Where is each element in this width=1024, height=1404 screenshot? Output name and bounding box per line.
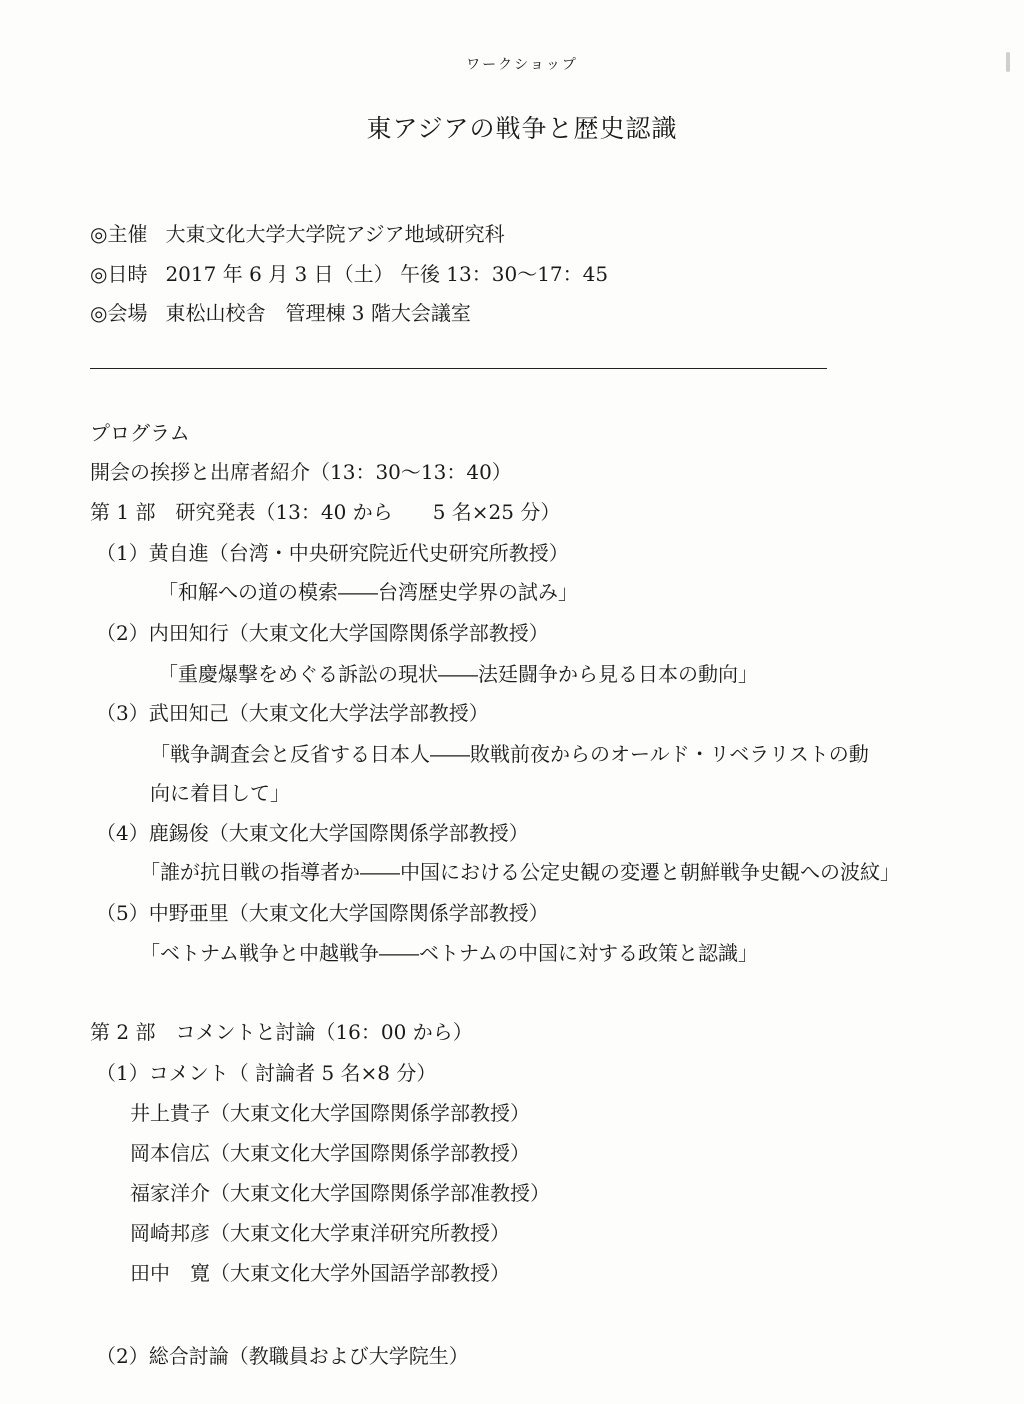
organizer-value: 大東文化大学大学院アジア地域研究科 <box>165 222 505 246</box>
presentation-title: 「重慶爆撃をめぐる訴訟の現状――法廷闘争から見る日本の動向」 <box>158 662 758 686</box>
info-datetime <box>90 264 608 284</box>
document-title: 東アジアの戦争と歴史認識 <box>366 114 678 143</box>
presentation-speaker: （2）内田知行（大東文化大学国際関係学部教授） <box>96 621 549 645</box>
commentator: 福家洋介（大東文化大学国際関係学部准教授） <box>130 1181 550 1205</box>
venue-label: ◎会場 <box>90 301 148 325</box>
venue-value: 東松山校舎 管理棟 3 階大会議室 <box>165 301 471 325</box>
presentation-speaker: （3）武田知己（大東文化大学法学部教授） <box>96 701 489 725</box>
part2-heading: 第 2 部 コメントと討論（16：00 から） <box>90 1020 473 1044</box>
program-heading: プログラム <box>90 421 190 445</box>
commentator: 岡崎邦彦（大東文化大学東洋研究所教授） <box>130 1221 510 1245</box>
comment-heading: （1）コメント（ 討論者 5 名×8 分） <box>96 1061 437 1085</box>
presentation-title-continued: 向に着目して」 <box>150 781 290 805</box>
part1-heading: 第 1 部 研究発表（13：40 から 5 名×25 分） <box>90 500 561 524</box>
presentation-speaker: （4）鹿錫俊（大東文化大学国際関係学部教授） <box>96 821 529 845</box>
info-venue <box>90 303 471 323</box>
datetime-value: 2017 年 6 月 3 日（土） 午後 13：30～17：45 <box>165 262 609 286</box>
commentator: 岡本信広（大東文化大学国際関係学部教授） <box>130 1141 530 1165</box>
presentation-title: 「誰が抗日戦の指導者か――中国における公定史観の変遷と朝鮮戦争史観への波紋」 <box>140 860 900 884</box>
info-organizer <box>90 224 505 244</box>
presentation-speaker: （5）中野亜里（大東文化大学国際関係学部教授） <box>96 901 549 925</box>
commentator: 田中 寛（大東文化大学外国語学部教授） <box>130 1261 510 1285</box>
commentator: 井上貴子（大東文化大学国際関係学部教授） <box>130 1101 530 1125</box>
presentation-speaker: （1）黄自進（台湾・中央研究院近代史研究所教授） <box>96 541 569 565</box>
presentation-title: 「戦争調査会と反省する日本人――敗戦前夜からのオールド・リベラリストの動 <box>150 742 869 766</box>
presentation-title: 「和解への道の模索――台湾歴史学界の試み」 <box>158 580 578 604</box>
datetime-label: ◎日時 <box>90 262 148 286</box>
general-discussion: （2）総合討論（教職員および大学院生） <box>96 1344 469 1368</box>
divider-line <box>90 368 827 369</box>
opening-item: 開会の挨拶と出席者紹介（13：30～13：40） <box>90 460 512 484</box>
document-subtitle: ワークショップ <box>466 57 578 73</box>
presentation-title: 「ベトナム戦争と中越戦争――ベトナムの中国に対する政策と認識」 <box>140 941 758 965</box>
organizer-label: ◎主催 <box>90 222 148 246</box>
